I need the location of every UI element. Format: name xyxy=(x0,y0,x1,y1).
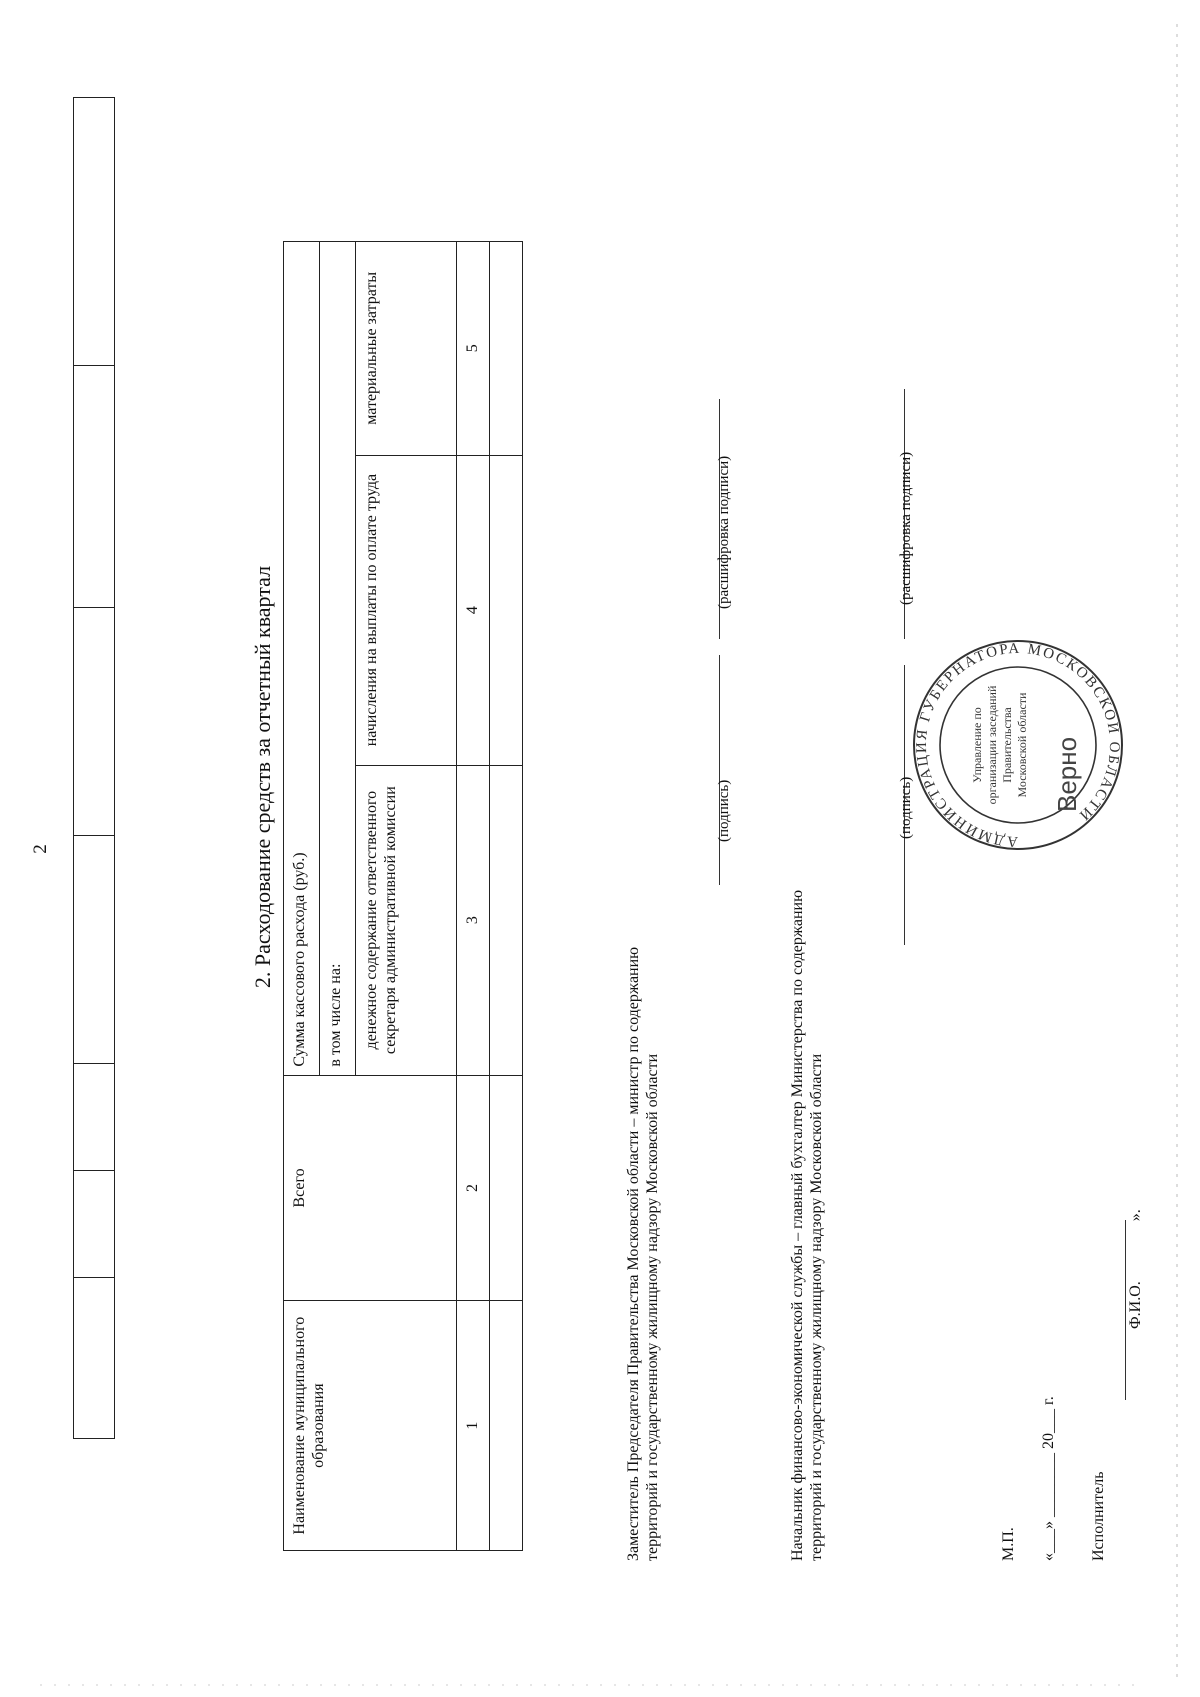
signatory-minister: Заместитель Председателя Правительства Московской области – министр по содержанию территорий и государственному жилищному надзору Московской области xyxy=(625,946,662,1561)
table-cell xyxy=(74,98,115,366)
official-stamp xyxy=(908,635,1128,855)
table-cell xyxy=(74,1063,115,1170)
fio-text: Ф.И.О. xyxy=(1127,1281,1144,1329)
table-cell xyxy=(490,455,523,765)
header-material-costs: материальные затраты xyxy=(355,242,456,456)
col-number-cell: 5 xyxy=(457,242,490,456)
executor-label: Исполнитель xyxy=(1090,1471,1107,1561)
stamp-inner-text: Управление по организации заседаний Правительства Московской области xyxy=(970,685,1029,805)
scan-edge-noise xyxy=(40,1683,1140,1687)
closing-quote: ». xyxy=(1127,1209,1144,1222)
col-number-cell: 2 xyxy=(457,1075,490,1301)
page-number: 2 xyxy=(30,844,51,854)
header-payroll-charges: начисления на выплаты по оплате труда xyxy=(355,455,456,765)
section-title: 2. Расходование средств за отчетный квартал xyxy=(250,565,275,989)
table-cell xyxy=(490,1075,523,1301)
header-secretary-salary: денежное содержание ответственного секретаря административной комиссии xyxy=(355,765,456,1075)
table-cell xyxy=(490,765,523,1075)
scan-noise xyxy=(1172,0,1182,1697)
table-numbering-row xyxy=(457,242,490,1551)
header-total: Всего xyxy=(284,1075,457,1301)
table-cell xyxy=(74,607,115,835)
table-header-row xyxy=(284,242,320,1551)
table-cell xyxy=(74,835,115,1063)
header-municipality: Наименование муниципального образования xyxy=(284,1301,457,1551)
top-blank-row xyxy=(74,98,115,1439)
col-number-cell: 3 xyxy=(457,765,490,1075)
col-number-cell: 1 xyxy=(457,1301,490,1551)
expense-table xyxy=(283,241,523,1551)
mp-label: М.П. xyxy=(1000,1527,1017,1561)
decoding-caption: (расшифровка подписи) xyxy=(716,455,732,609)
header-cash-expense-sum: Сумма кассового расхода (руб.) xyxy=(284,242,320,1076)
signature-line xyxy=(719,655,720,885)
signature-caption: (подпись) xyxy=(716,779,732,842)
signature-caption: (подпись) xyxy=(898,776,914,839)
verno-stamp-text: Верно xyxy=(1052,736,1082,812)
table-cell xyxy=(74,366,115,607)
col-number-cell: 4 xyxy=(457,455,490,765)
stamp-outer-text: АДМИНИСТРАЦИЯ ГУБЕРНАТОРА МОСКОВСКОЙ ОБЛАСТИ xyxy=(913,640,1123,850)
executor-line xyxy=(1125,1220,1126,1400)
table-cell xyxy=(490,242,523,456)
header-including: в том числе на: xyxy=(319,242,355,1076)
signatory-chief-accountant: Начальник финансово-экономической службы – главный бухгалтер Министерства по содержанию территорий и государственному жилищному надзору Московской области xyxy=(789,889,826,1561)
table-empty-row xyxy=(490,242,523,1551)
decoding-caption: (расшифровка подписи) xyxy=(898,451,914,605)
table-cell xyxy=(490,1301,523,1551)
date-line: «___» ________ 20___ г. xyxy=(1040,1396,1057,1561)
table-cell xyxy=(74,1170,115,1277)
top-blank-table xyxy=(73,97,115,1439)
fio-label xyxy=(1127,1209,1145,1329)
table-cell xyxy=(74,1278,115,1439)
